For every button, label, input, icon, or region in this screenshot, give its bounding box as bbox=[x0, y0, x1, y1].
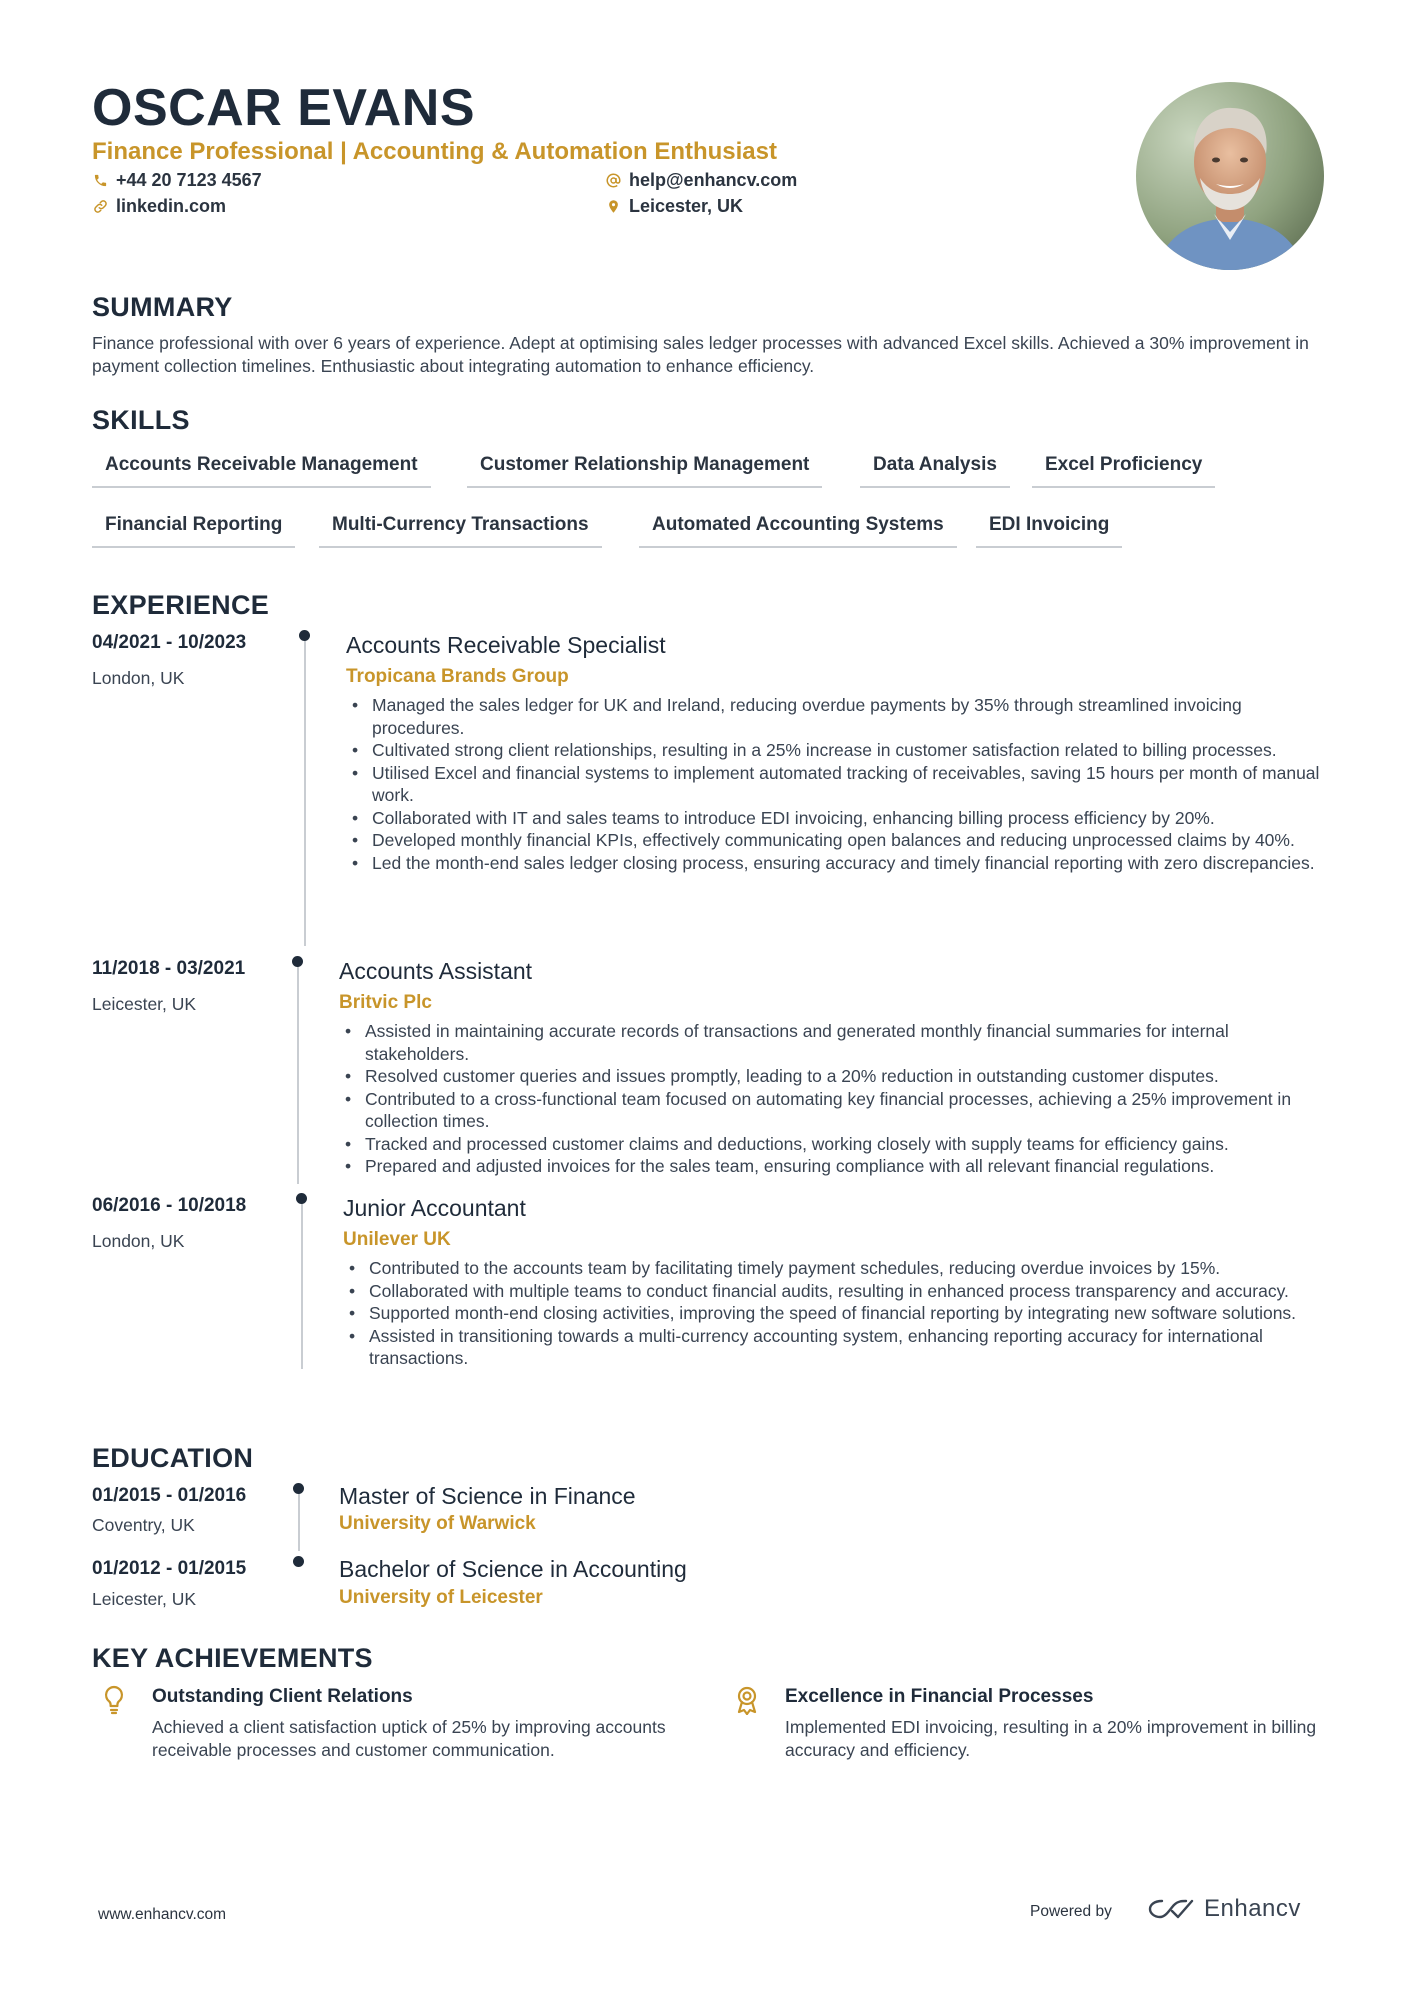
candidate-tagline: Finance Professional | Accounting & Automation Enthusiast bbox=[92, 138, 777, 165]
contact-location-text: Leicester, UK bbox=[629, 196, 744, 216]
achievement-title: Outstanding Client Relations bbox=[152, 1686, 413, 1707]
enhancv-logo-icon bbox=[1148, 1897, 1194, 1921]
skills-heading: SKILLS bbox=[92, 405, 190, 435]
summary-text: Finance professional with over 6 years of experience. Adept at optimising sales ledger processes with advanced Excel skills. Achieved a 30% improvement in payment collection timelines. Enthusiastic about integrating automation to enhance efficiency. bbox=[92, 333, 1309, 376]
award-medal-icon bbox=[734, 1685, 760, 1715]
candidate-name: OSCAR EVANS bbox=[92, 79, 476, 137]
map-pin-icon bbox=[605, 199, 621, 215]
job-company: Unilever UK bbox=[343, 1229, 451, 1250]
job-bullets bbox=[343, 1257, 1333, 1370]
achievement-description: Achieved a client satisfaction uptick of 25% by improving accounts receivable processes and customer communication. bbox=[152, 1717, 666, 1760]
timeline-dot bbox=[293, 1483, 304, 1494]
list-item: • Supported month-end closing activities, improving the speed of financial reporting by integrating new software solutions. bbox=[343, 1302, 1333, 1325]
job-dates: 06/2016 - 10/2018 bbox=[92, 1195, 247, 1216]
list-item: • Utilised Excel and financial systems to implement automated tracking of receivables, saving 15 hours per month of manual work. bbox=[346, 762, 1326, 807]
profile-photo bbox=[1136, 82, 1324, 270]
list-item: • Resolved customer queries and issues promptly, leading to a 20% reduction in outstanding customer disputes. bbox=[339, 1065, 1334, 1088]
list-item: • Contributed to a cross-functional team focused on automating key financial processes, achieving a 25% improvement in collection times. bbox=[339, 1088, 1334, 1133]
job-company: Britvic Plc bbox=[339, 992, 432, 1013]
school-name: University of Leicester bbox=[339, 1587, 543, 1608]
at-sign-icon bbox=[605, 173, 621, 189]
job-title: Accounts Assistant bbox=[339, 958, 533, 984]
job-bullets bbox=[339, 1020, 1334, 1178]
skill-tag: Customer Relationship Management bbox=[467, 454, 822, 488]
achievement-description: Implemented EDI invoicing, resulting in a 20% improvement in billing accuracy and efficiency. bbox=[785, 1717, 1317, 1760]
contact-email-text: help@enhancv.com bbox=[629, 170, 798, 190]
phone-icon bbox=[92, 173, 108, 189]
list-item: • Tracked and processed customer claims and deductions, working closely with supply teams for efficiency gains. bbox=[339, 1133, 1334, 1156]
job-bullets bbox=[346, 694, 1326, 874]
education-location: Leicester, UK bbox=[92, 1589, 197, 1609]
skill-tag: EDI Invoicing bbox=[976, 514, 1122, 548]
education-dates: 01/2015 - 01/2016 bbox=[92, 1485, 247, 1506]
education-dates: 01/2012 - 01/2015 bbox=[92, 1558, 247, 1579]
job-location: London, UK bbox=[92, 668, 185, 688]
list-item: • Collaborated with multiple teams to conduct financial audits, resulting in enhanced process transparency and accuracy. bbox=[343, 1280, 1333, 1303]
job-location: London, UK bbox=[92, 1231, 185, 1251]
timeline-line bbox=[304, 636, 306, 946]
job-location: Leicester, UK bbox=[92, 994, 197, 1014]
skill-tag: Automated Accounting Systems bbox=[639, 514, 957, 548]
link-icon bbox=[92, 199, 108, 215]
school-name: University of Warwick bbox=[339, 1513, 536, 1534]
degree-title: Master of Science in Finance bbox=[339, 1483, 636, 1509]
lightbulb-icon bbox=[102, 1685, 128, 1715]
enhancv-logo[interactable] bbox=[1148, 1895, 1301, 1923]
skill-tag: Excel Proficiency bbox=[1032, 454, 1215, 488]
list-item: • Cultivated strong client relationships, resulting in a 25% increase in customer satisfaction related to billing processes. bbox=[346, 739, 1326, 762]
achievements-heading: KEY ACHIEVEMENTS bbox=[92, 1643, 373, 1673]
achievement-title: Excellence in Financial Processes bbox=[785, 1686, 1094, 1707]
contact-email[interactable] bbox=[605, 170, 797, 191]
job-dates: 11/2018 - 03/2021 bbox=[92, 958, 246, 979]
summary-heading: SUMMARY bbox=[92, 292, 233, 322]
timeline-dot bbox=[293, 1556, 304, 1567]
list-item: • Managed the sales ledger for UK and Ireland, reducing overdue payments by 35% through streamlined invoicing procedures. bbox=[346, 694, 1326, 739]
list-item: • Led the month-end sales ledger closing process, ensuring accuracy and timely financial reporting with zero discrepancies. bbox=[346, 852, 1326, 875]
contact-phone[interactable] bbox=[92, 170, 262, 191]
skill-tag: Financial Reporting bbox=[92, 514, 295, 548]
contact-phone-text: +44 20 7123 4567 bbox=[116, 170, 262, 190]
timeline-dot bbox=[292, 956, 303, 967]
list-item: • Assisted in transitioning towards a multi-currency accounting system, enhancing reporting accuracy for international transactions. bbox=[343, 1325, 1333, 1370]
contact-location bbox=[605, 196, 743, 217]
education-heading: EDUCATION bbox=[92, 1443, 254, 1473]
education-location: Coventry, UK bbox=[92, 1515, 195, 1535]
list-item: • Prepared and adjusted invoices for the sales team, ensuring compliance with all relevant financial regulations. bbox=[339, 1155, 1334, 1178]
list-item: • Assisted in maintaining accurate records of transactions and generated monthly financial summaries for internal stakeholders. bbox=[339, 1020, 1334, 1065]
contact-linkedin-text: linkedin.com bbox=[116, 196, 227, 216]
skill-tag: Data Analysis bbox=[860, 454, 1010, 488]
timeline-dot bbox=[296, 1193, 307, 1204]
contact-linkedin[interactable] bbox=[92, 196, 226, 217]
footer-website-link[interactable]: www.enhancv.com bbox=[98, 1906, 227, 1923]
timeline-dot bbox=[299, 630, 310, 641]
footer-powered-by: Powered by bbox=[1030, 1903, 1112, 1920]
experience-heading: EXPERIENCE bbox=[92, 590, 270, 620]
list-item: • Contributed to the accounts team by facilitating timely payment schedules, reducing overdue invoices by 15%. bbox=[343, 1257, 1333, 1280]
enhancv-logo-text: Enhancv bbox=[1204, 1895, 1301, 1922]
skill-tag: Multi-Currency Transactions bbox=[319, 514, 602, 548]
job-dates: 04/2021 - 10/2023 bbox=[92, 632, 247, 653]
timeline-line bbox=[297, 962, 299, 1184]
timeline-line bbox=[298, 1489, 300, 1551]
job-company: Tropicana Brands Group bbox=[346, 666, 569, 687]
degree-title: Bachelor of Science in Accounting bbox=[339, 1556, 687, 1582]
skill-tag: Accounts Receivable Management bbox=[92, 454, 431, 488]
list-item: • Collaborated with IT and sales teams to introduce EDI invoicing, enhancing billing process efficiency by 20%. bbox=[346, 807, 1326, 830]
timeline-line bbox=[301, 1199, 303, 1369]
list-item: • Developed monthly financial KPIs, effectively communicating open balances and reducing unprocessed claims by 40%. bbox=[346, 829, 1326, 852]
job-title: Junior Accountant bbox=[343, 1195, 526, 1221]
job-title: Accounts Receivable Specialist bbox=[346, 632, 666, 658]
